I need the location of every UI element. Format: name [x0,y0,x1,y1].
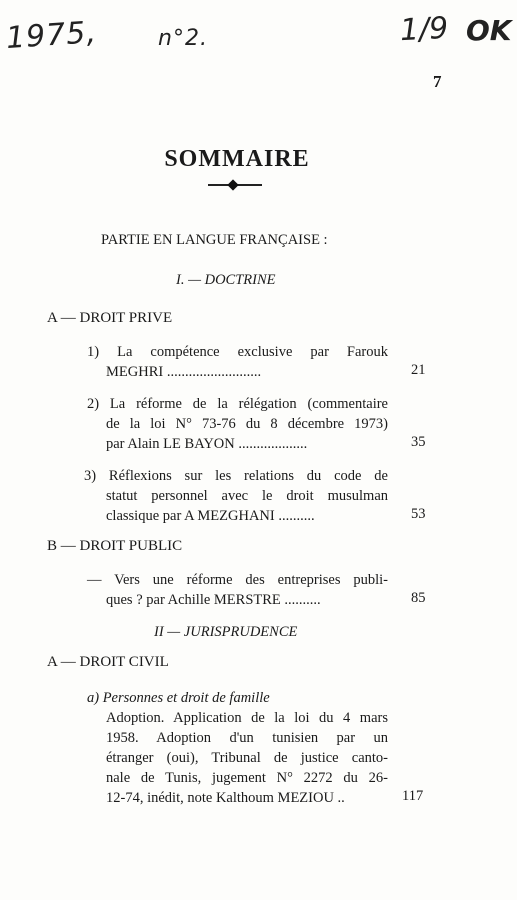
entry-page-number: 35 [411,434,426,450]
handwritten-number: n°2. [158,26,208,51]
handwritten-ok: OK [466,14,512,47]
entry-page-number: 21 [411,362,426,378]
entry-text: 1) La compétence exclusive par Farouk [87,344,388,360]
entry-text: étranger (oui), Tribunal de justice canto- [106,750,388,766]
entry-page-number: 117 [402,788,424,804]
page-title: SOMMAIRE [164,146,310,172]
entry-text: nale de Tunis, jugement N° 2272 du 26- [106,770,388,786]
entry-text: classique par A MEZGHANI .......... [106,508,315,524]
section-jurisprudence: II — JURISPRUDENCE [154,624,298,640]
entry-text: MEGHRI .......................... [106,364,262,380]
entry-text: 12-74, inédit, note Kalthoum MEZIOU .. [106,790,345,806]
subsection-droit-prive: A — DROIT PRIVE [47,310,173,326]
entry-page-number: 53 [411,506,426,522]
entry-text: statut personnel avec le droit musulman [106,488,388,504]
entry-text: 3) Réflexions sur les relations du code de [84,468,388,484]
subsection-droit-public: B — DROIT PUBLIC [47,538,183,554]
handwritten-year: 1975, [4,14,99,57]
section-doctrine: I. — DOCTRINE [176,272,276,288]
entry-heading: a) Personnes et droit de famille [87,690,270,706]
entry-text: — Vers une réforme des entreprises publi- [87,572,388,588]
entry-text: par Alain LE BAYON ................... [106,436,308,452]
subsection-droit-civil: A — DROIT CIVIL [47,654,169,670]
title-ornament-diamond [227,179,238,190]
part-heading: PARTIE EN LANGUE FRANÇAISE : [101,232,328,248]
entry-page-number: 85 [411,590,426,606]
entry-text: 2) La réforme de la rélégation (commentaire [87,396,388,412]
handwritten-fraction: 1/9 [399,10,450,49]
entry-text: Adoption. Application de la loi du 4 mars [106,710,388,726]
entry-text: ques ? par Achille MERSTRE .......... [106,592,321,608]
page-number: 7 [433,72,442,91]
entry-text: 1958. Adoption d'un tunisien par un [106,730,388,746]
entry-text: de la loi N° 73-76 du 8 décembre 1973) [106,416,388,432]
